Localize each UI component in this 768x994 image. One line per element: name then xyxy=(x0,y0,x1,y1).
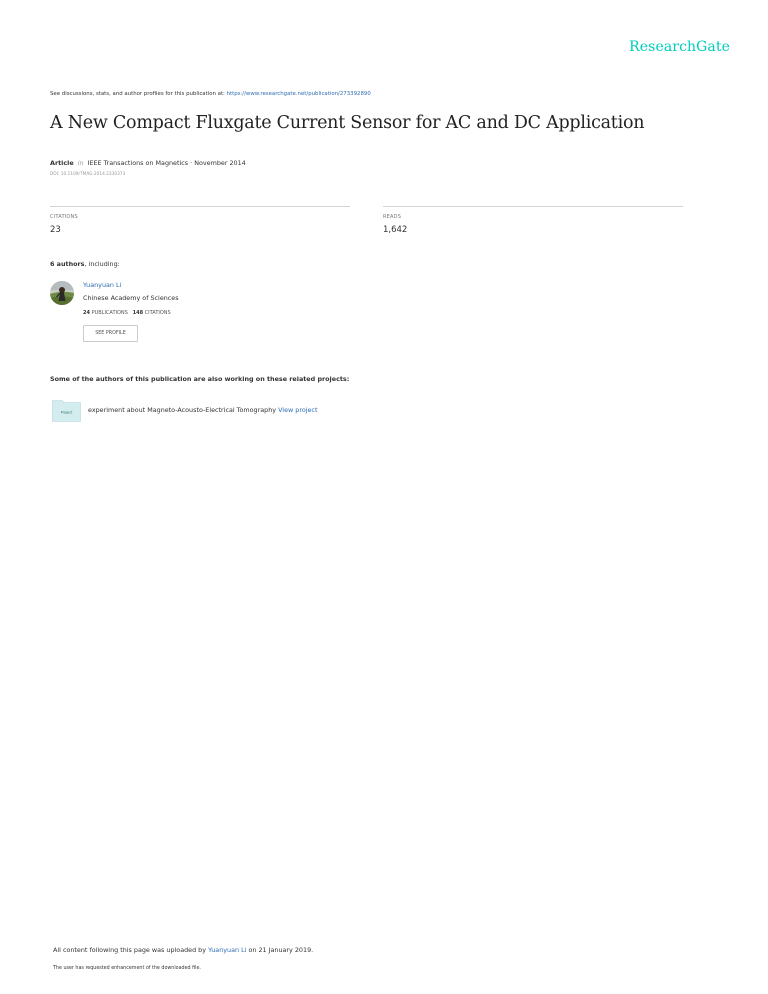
publication-link[interactable]: https://www.researchgate.net/publication/273392890 xyxy=(226,91,371,97)
doi: DOI: 10.1109/TMAG.2014.2330373 xyxy=(50,172,126,177)
project-folder-icon xyxy=(52,398,81,422)
publication-type: Article xyxy=(50,159,74,167)
authors-count: 6 authors xyxy=(50,260,85,268)
author-affiliation: Chinese Academy of Sciences xyxy=(83,294,179,302)
upload-suffix: on 21 January 2019. xyxy=(246,946,314,954)
view-project-link[interactable]: View project xyxy=(278,406,318,414)
authors-suffix: , including: xyxy=(84,260,120,268)
upload-prefix: All content following this page was uploaded by xyxy=(53,946,209,954)
project-badge-text: Project xyxy=(60,410,73,415)
citations-label: CITATIONS xyxy=(50,214,78,220)
author-publications-count: 24 xyxy=(83,310,90,316)
see-profile-button[interactable]: SEE PROFILE xyxy=(83,325,138,342)
related-projects-heading: Some of the authors of this publication are also working on these related projects: xyxy=(50,375,350,383)
researchgate-logo[interactable]: ResearchGate xyxy=(629,39,730,55)
authors-summary xyxy=(50,260,120,268)
reads-label: READS xyxy=(383,214,402,220)
citations-value: 23 xyxy=(50,225,61,235)
journal-info: IEEE Transactions on Magnetics · November 2014 xyxy=(87,159,246,167)
publication-title: A New Compact Fluxgate Current Sensor for AC and DC Application xyxy=(50,113,645,133)
author-name-link[interactable]: Yuanyuan Li xyxy=(83,281,122,289)
discussion-note-text: See discussions, stats, and author profiles for this publication at: xyxy=(50,91,227,97)
enhancement-note: The user has requested enhancement of the downloaded file. xyxy=(53,966,201,971)
project-title: experiment about Magneto-Acousto-Electrical Tomography xyxy=(88,406,279,414)
project-item xyxy=(88,406,317,414)
upload-note xyxy=(53,946,313,954)
citations-divider xyxy=(50,206,350,207)
publication-meta xyxy=(50,159,246,167)
author-citations-count: 148 xyxy=(132,310,144,316)
author-citations-label: CITATIONS xyxy=(144,310,171,316)
author-publications-label: PUBLICATIONS xyxy=(91,310,128,316)
author-avatar[interactable] xyxy=(50,281,74,305)
uploader-link[interactable]: Yuanyuan Li xyxy=(208,946,247,954)
author-photo-icon xyxy=(50,281,74,305)
reads-value: 1,642 xyxy=(383,225,408,235)
in-label: in xyxy=(77,159,84,167)
author-stats xyxy=(83,310,171,316)
reads-divider xyxy=(383,206,683,207)
discussion-note xyxy=(50,91,371,97)
